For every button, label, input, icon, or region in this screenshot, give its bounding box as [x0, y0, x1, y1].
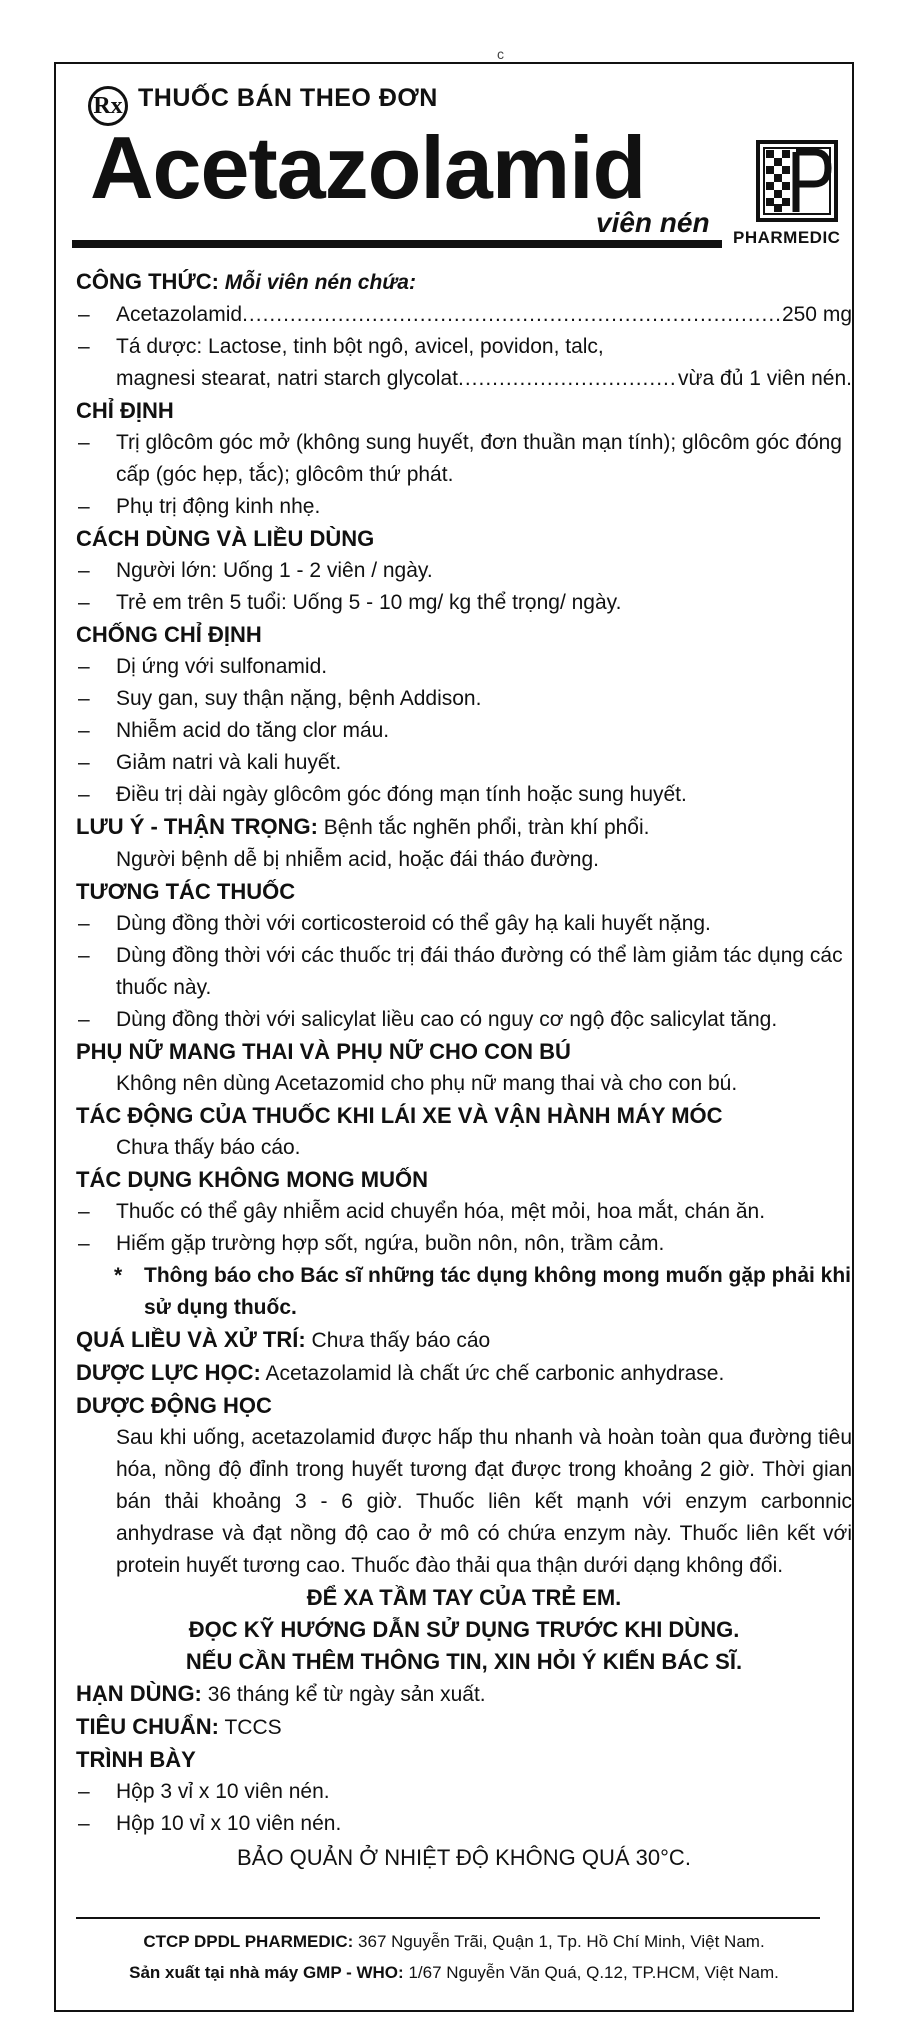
shelf-life-line: HẠN DÙNG: 36 tháng kể từ ngày sản xuất. [76, 1681, 486, 1706]
composition-heading: CÔNG THỨC: Mỗi viên nén chứa: [76, 269, 416, 294]
overdose-line: QUÁ LIỀU VÀ XỬ TRÍ: Chưa thấy báo cáo [76, 1327, 491, 1352]
leaflet-content [76, 266, 852, 1874]
pregnancy-text: Không nên dùng Acetazomid cho phụ nữ mang thai và cho con bú. [116, 1072, 738, 1095]
list-item: – Hộp 3 vỉ x 10 viên nén. [76, 1776, 852, 1808]
company-logo-text: PHARMEDIC [733, 228, 841, 247]
dosage-form: viên nén [596, 207, 710, 238]
warning-line: NẾU CẦN THÊM THÔNG TIN, XIN HỎI Ý KIẾN BÁC SĨ. [185, 1649, 743, 1674]
list-item: – Dùng đồng thời với các thuốc trị đái tháo đường có thể làm giảm tác dụng các thuốc này. [76, 940, 852, 1004]
side-effects-notice: * Thông báo cho Bác sĩ những tác dụng không mong muốn gặp phải khi sử dụng thuốc. [76, 1260, 852, 1324]
stray-mark: c [497, 46, 504, 62]
warning-line: ĐỌC KỸ HƯỚNG DẪN SỬ DỤNG TRƯỚC KHI DÙNG. [188, 1617, 740, 1642]
title-underline [72, 240, 722, 248]
rx-symbol: Rx [88, 86, 128, 126]
list-item: – Thuốc có thể gây nhiễm acid chuyển hóa, mệt mỏi, hoa mắt, chán ăn. [76, 1196, 852, 1228]
excipients-line: – Tá dược: Lactose, tinh bột ngô, avicel, povidon, talc, [76, 331, 852, 363]
list-item: – Suy gan, suy thận nặng, bệnh Addison. [76, 683, 852, 715]
list-item: – Dùng đồng thời với salicylat liều cao có nguy cơ ngộ độc salicylat tăng. [76, 1004, 852, 1036]
pharmacokinetics-heading: DƯỢC ĐỘNG HỌC [76, 1393, 272, 1418]
list-item: – Dùng đồng thời với corticosteroid có thể gây hạ kali huyết nặng. [76, 908, 852, 940]
standard-line: TIÊU CHUẨN: TCCS [76, 1714, 282, 1739]
pharmacokinetics-text: Sau khi uống, acetazolamid được hấp thu nhanh và hoàn toàn qua đường tiêu hóa, nồng độ đỉnh trong huyết tương đạt được trong khoảng 2 giờ. Thời gian bán thải khoảng 3 - 6 giờ. Thuốc liên kết mạnh với enzym carbonnic anhydrase và đạt nồng độ cao ở mô có chứa enzym này. Thuốc liên kết với protein huyết tương cao. Thuốc đào thải qua thận dưới dạng không đổi. [116, 1426, 852, 1577]
company-address-line: CTCP DPDL PHARMEDIC: 367 Nguyễn Trãi, Quận 1, Tp. Hồ Chí Minh, Việt Nam. [143, 1932, 765, 1951]
active-ingredient-line: – Acetazolamid ..... 250 mg [76, 299, 852, 331]
packaging-heading: TRÌNH BÀY [76, 1747, 196, 1772]
list-item: – Dị ứng với sulfonamid. [76, 651, 852, 683]
excipients-line-2: magnesi stearat, natri starch glycolat ..... vừa đủ 1 viên nén. [76, 363, 852, 395]
storage-note: BẢO QUẢN Ở NHIỆT ĐỘ KHÔNG QUÁ 30°C. [237, 1845, 691, 1870]
driving-text: Chưa thấy báo cáo. [116, 1136, 301, 1159]
list-item: – Hiếm gặp trường hợp sốt, ngứa, buồn nôn, nôn, trầm cảm. [76, 1228, 852, 1260]
list-item: – Điều trị dài ngày glôcôm góc đóng mạn tính hoặc sung huyết. [76, 779, 852, 811]
product-name: Acetazolamid [90, 118, 646, 217]
prescription-label: THUỐC BÁN THEO ĐƠN [138, 84, 438, 112]
list-item: – Giảm natri và kali huyết. [76, 747, 852, 779]
side-effects-heading: TÁC DỤNG KHÔNG MONG MUỐN [76, 1167, 428, 1192]
dosage-heading: CÁCH DÙNG VÀ LIỀU DÙNG [76, 526, 375, 551]
pharmedic-logo-icon [756, 140, 838, 222]
contraindications-heading: CHỐNG CHỈ ĐỊNH [76, 622, 262, 647]
footer [76, 1926, 832, 1988]
list-item: – Nhiễm acid do tăng clor máu. [76, 715, 852, 747]
list-item: – Hộp 10 vỉ x 10 viên nén. [76, 1808, 852, 1840]
list-item: – Phụ trị động kinh nhẹ. [76, 491, 852, 523]
list-item: – Người lớn: Uống 1 - 2 viên / ngày. [76, 555, 852, 587]
driving-heading: TÁC ĐỘNG CỦA THUỐC KHI LÁI XE VÀ VẬN HÀNH MÁY MÓC [76, 1103, 723, 1128]
precautions-line: LƯU Ý - THẬN TRỌNG: Bệnh tắc nghẽn phổi, tràn khí phổi. [76, 814, 650, 839]
pharmacodynamics-line: DƯỢC LỰC HỌC: Acetazolamid là chất ức chế carbonic anhydrase. [76, 1360, 725, 1385]
footer-divider [76, 1917, 820, 1919]
indications-heading: CHỈ ĐỊNH [76, 398, 174, 423]
pregnancy-heading: PHỤ NỮ MANG THAI VÀ PHỤ NỮ CHO CON BÚ [76, 1039, 571, 1064]
factory-address-line: Sản xuất tại nhà máy GMP - WHO: 1/67 Nguyễn Văn Quá, Q.12, TP.HCM, Việt Nam. [129, 1963, 779, 1982]
list-item: – Trẻ em trên 5 tuổi: Uống 5 - 10 mg/ kg thể trọng/ ngày. [76, 587, 852, 619]
precautions-text: Người bệnh dễ bị nhiễm acid, hoặc đái tháo đường. [116, 848, 599, 871]
list-item: – Trị glôcôm góc mở (không sung huyết, đơn thuần mạn tính); glôcôm góc đóng cấp (góc hẹp, tắc); glôcôm thứ phát. [76, 427, 852, 491]
warning-line: ĐỂ XA TẦM TAY CỦA TRẺ EM. [306, 1585, 622, 1610]
interactions-heading: TƯƠNG TÁC THUỐC [76, 879, 296, 904]
